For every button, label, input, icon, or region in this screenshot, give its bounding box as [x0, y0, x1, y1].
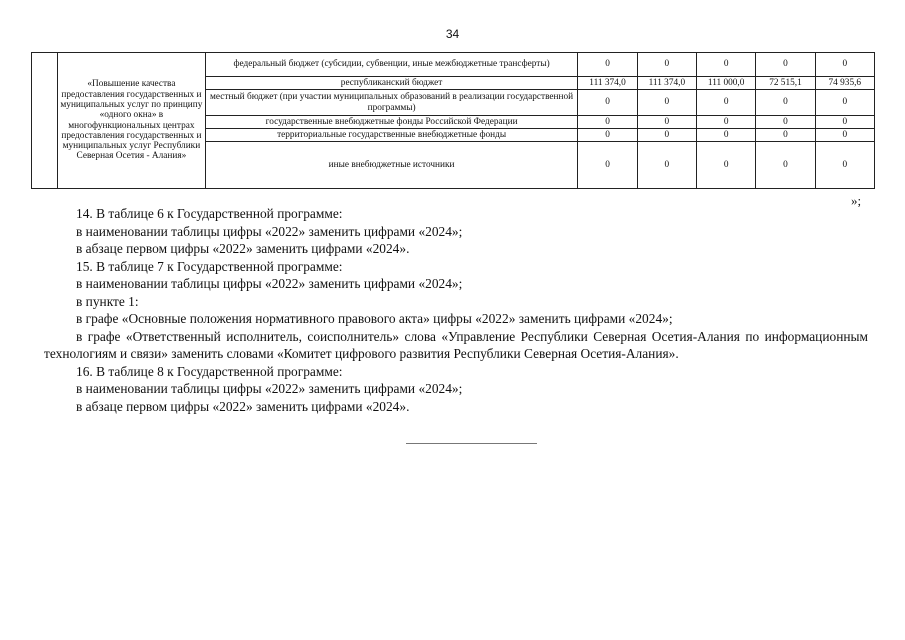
value-cell: 0	[815, 142, 874, 189]
paragraph: в абзаце первом цифры «2022» заменить цифрами «2024».	[76, 398, 410, 414]
value-cell: 0	[637, 116, 696, 129]
value-cell: 0	[815, 53, 874, 77]
value-cell: 111 374,0	[637, 77, 696, 90]
value-cell: 0	[756, 116, 815, 129]
value-cell: 0	[578, 90, 637, 116]
funding-source-cell: местный бюджет (при участии муниципальных образований в реализации государственной программы)	[205, 90, 578, 116]
budget-table	[31, 52, 875, 189]
value-cell: 74 935,6	[815, 77, 874, 90]
program-name-cell: «Повышение качества предоставления государственных и муниципальных услуг по принципу «одного окна» в многофункциональных центрах предоставления государственных и муниципальных услуг Республики Северная Осетия - Алания»	[58, 53, 206, 189]
paragraph: в наименовании таблицы цифры «2022» заменить цифрами «2024»;	[76, 381, 463, 396]
funding-source-cell: иные внебюджетные источники	[205, 142, 578, 189]
paragraph: в графе «Основные положения нормативного правового акта» цифры «2022» заменить цифрами «2024»;	[76, 311, 673, 326]
paragraph: 16. В таблице 8 к Государственной программе:	[76, 363, 343, 379]
value-cell: 0	[637, 53, 696, 77]
value-cell: 111 374,0	[578, 77, 637, 90]
closing-quote-mark: »;	[851, 193, 862, 208]
paragraph: в пункте 1:	[76, 293, 139, 309]
paragraph: в наименовании таблицы цифры «2022» заменить цифрами «2024»;	[76, 276, 463, 291]
funding-source-cell: республиканский бюджет	[205, 77, 578, 90]
value-cell: 0	[697, 142, 756, 189]
value-cell: 0	[697, 116, 756, 129]
value-cell: 0	[697, 90, 756, 116]
value-cell: 0	[637, 142, 696, 189]
funding-source-cell: территориальные государственные внебюджетные фонды	[205, 129, 578, 142]
value-cell: 0	[697, 129, 756, 142]
paragraph: 14. В таблице 6 к Государственной программе:	[76, 206, 343, 221]
value-cell: 0	[578, 129, 637, 142]
amendment-text	[44, 205, 868, 415]
paragraph: в графе «Ответственный исполнитель, соисполнитель» слова «Управление Республики Северная Осетия-Алания по информационным технологиям и связи» заменить словами «Комитет цифрового развития Республики Северная Осетия-Алания».	[44, 328, 868, 361]
value-cell: 0	[756, 142, 815, 189]
value-cell: 0	[756, 53, 815, 77]
value-cell: 111 000,0	[697, 77, 756, 90]
value-cell: 0	[756, 129, 815, 142]
value-cell: 0	[578, 53, 637, 77]
value-cell: 72 515,1	[756, 77, 815, 90]
value-cell: 0	[637, 129, 696, 142]
page-number: 34	[445, 27, 460, 41]
paragraph: в наименовании таблицы цифры «2022» заменить цифрами «2024»;	[76, 223, 463, 239]
value-cell: 0	[815, 90, 874, 116]
blank-cell	[32, 53, 58, 189]
value-cell: 0	[815, 116, 874, 129]
paragraph: 15. В таблице 7 к Государственной программе:	[76, 258, 343, 274]
funding-source-cell: государственные внебюджетные фонды Российской Федерации	[205, 116, 578, 129]
value-cell: 0	[756, 90, 815, 116]
value-cell: 0	[697, 53, 756, 77]
value-cell: 0	[578, 116, 637, 129]
table-row	[32, 53, 875, 77]
value-cell: 0	[578, 142, 637, 189]
funding-source-cell: федеральный бюджет (субсидии, субвенции, иные межбюджетные трансферты)	[205, 53, 578, 77]
end-divider	[406, 443, 537, 444]
paragraph: в абзаце первом цифры «2022» заменить цифрами «2024».	[76, 241, 410, 256]
value-cell: 0	[637, 90, 696, 116]
value-cell: 0	[815, 129, 874, 142]
